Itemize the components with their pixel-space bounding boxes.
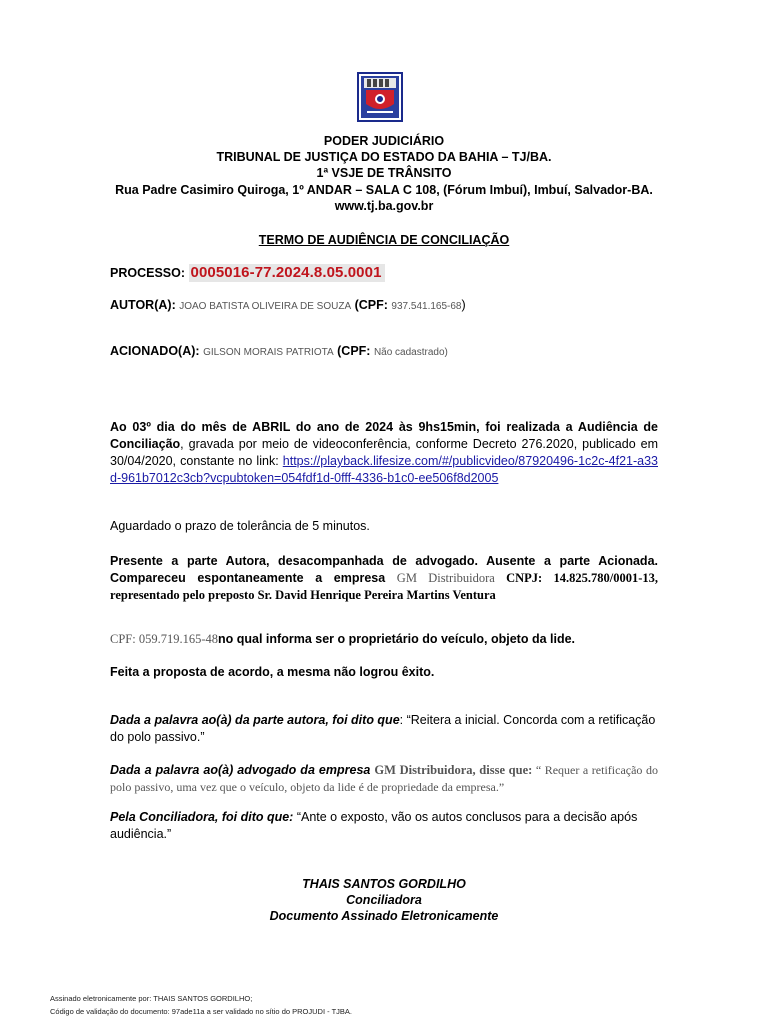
video-link[interactable]: https://playback.lifesize.com/#/publicvideo/87920496-1c2c-4f21-a33d-961b7012c3cb?vcpubtoken=054fdf1d-0fff-4336-b1c0-ee506f8d2005: [110, 454, 658, 485]
proposal-paragraph: Feita a proposta de acordo, a mesma não logrou êxito.: [110, 665, 435, 679]
author-statement-text: : “Reitera a inicial. Concorda com a retificação do polo passivo.”: [110, 713, 656, 744]
defendant-line: [110, 344, 448, 358]
hearing-text: , gravada por meio de videoconferência, conforme Decreto 276.2020, publicado em 30/04/2020, constante no link:: [110, 437, 658, 468]
process-label: PROCESSO:: [110, 266, 186, 280]
defendant-name: GILSON MORAIS PATRIOTA: [203, 347, 334, 358]
author-line: [110, 298, 466, 312]
process-line: [110, 264, 385, 281]
company-name: GM Distribuidora: [396, 571, 495, 585]
company-statement-company: GM Distribuidora: [374, 763, 473, 777]
author-statement: [110, 712, 658, 746]
signature-role: Conciliadora: [346, 893, 422, 907]
defendant-label: ACIONADO(A):: [110, 344, 200, 358]
conciliator-statement: [110, 809, 658, 843]
header-address: Rua Padre Casimiro Quiroga, 1º ANDAR – SALA C 108, (Fórum Imbuí), Imbuí, Salvador-BA.: [115, 183, 653, 197]
cpf-paragraph: [110, 631, 658, 648]
company-statement-said: , disse que:: [472, 763, 533, 777]
author-cpf-close: ): [461, 298, 466, 312]
defendant-cpf: Não cadastrado): [373, 347, 448, 358]
signature-note: Documento Assinado Eletronicamente: [269, 909, 499, 923]
author-statement-lead: Dada a palavra ao(à) da parte autora, foi dito que: [110, 713, 400, 727]
header-judiciary: PODER JUDICIÁRIO: [323, 134, 445, 148]
author-name: JOAO BATISTA OLIVEIRA DE SOUZA: [179, 301, 352, 312]
author-label: AUTOR(A):: [110, 298, 176, 312]
author-cpf: 937.541.165-68: [391, 301, 462, 312]
conciliator-statement-text: “Ante o exposto, vão os autos conclusos para a decisão após audiência.”: [110, 810, 638, 841]
presence-text-a: Presente a parte Autora, desacompanhada de advogado. Ausente a parte Acionada. Compareceu espontaneamente a empresa: [110, 554, 658, 585]
header-website: www.tj.ba.gov.br: [334, 199, 434, 213]
process-number: 0005016-77.2024.8.05.0001: [189, 264, 385, 282]
presence-text-b: CNPJ: 14.825.780/0001-13, representado pelo preposto Sr. David Henrique Pereira Martins Ventura: [110, 571, 658, 602]
conciliator-statement-lead: Pela Conciliadora, foi dito que:: [110, 810, 294, 824]
defendant-cpf-label: (CPF:: [337, 344, 371, 358]
presence-paragraph: [110, 553, 658, 604]
company-statement: [110, 762, 658, 796]
company-statement-quote: “ Requer a retificação do polo passivo, uma vez que o veículo, objeto da lide é de propriedade da empresa.”: [110, 763, 658, 794]
tolerance-paragraph: Aguardado o prazo de tolerância de 5 minutos.: [110, 519, 370, 533]
author-cpf-label: (CPF:: [354, 298, 388, 312]
header-court: TRIBUNAL DE JUSTIÇA DO ESTADO DA BAHIA – TJ/BA.: [216, 150, 552, 164]
footer-signed-by: Assinado eletronicamente por: THAIS SANTOS GORDILHO;: [50, 994, 253, 1003]
hearing-lead: Ao 03º dia do mês de ABRIL do ano de 2024 às 9hs15min, foi realizada a Audiência de Conciliação: [110, 420, 658, 451]
footer-validation-code: Código de validação do documento: 97ade11a a ser validado no sítio do PROJUDI - TJBA.: [50, 1007, 352, 1016]
document-title: TERMO DE AUDIÊNCIA DE CONCILIAÇÃO: [258, 233, 510, 247]
signature-name: THAIS SANTOS GORDILHO: [302, 877, 466, 891]
header-court-section: 1ª VSJE DE TRÂNSITO: [316, 166, 452, 180]
representative-cpf: CPF: 059.719.165-48: [110, 632, 219, 646]
hearing-paragraph: [110, 419, 658, 487]
coat-of-arms-logo: [357, 72, 403, 122]
cpf-paragraph-text: no qual informa ser o proprietário do veículo, objeto da lide.: [218, 632, 576, 646]
company-statement-lead: Dada a palavra ao(à) advogado da empresa: [110, 763, 375, 777]
